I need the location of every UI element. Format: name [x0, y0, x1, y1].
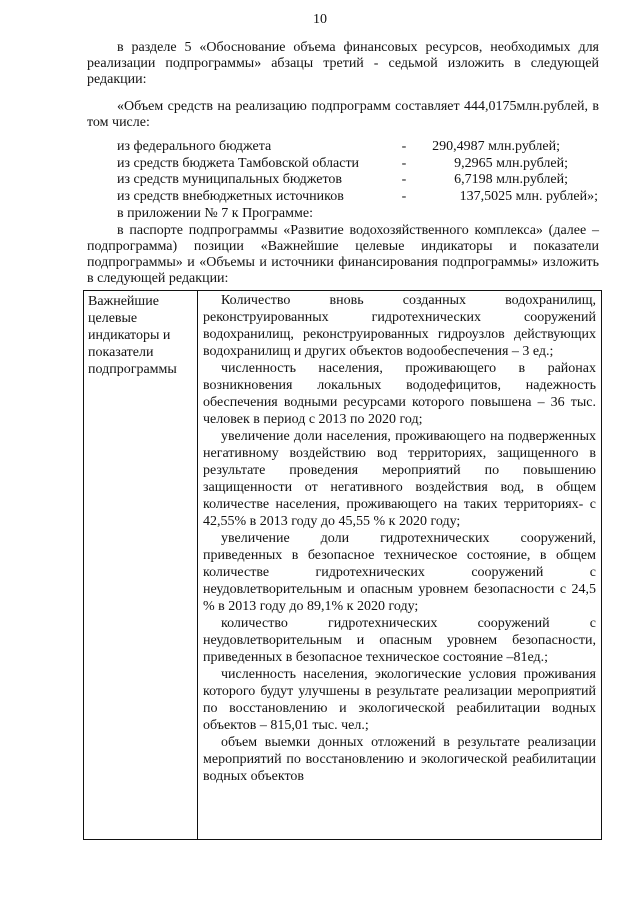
passport-table [83, 290, 602, 840]
page-number: 10 [313, 12, 327, 27]
funding-value-regional: 9,2965 млн.рублей; [454, 156, 568, 171]
funding-source-regional: из средств бюджета Тамбовской области [117, 156, 360, 171]
appendix-paragraph: в паспорте подпрограммы «Развитие водохозяйственного комплекса» (далее – подпрограмма) позиции «Важнейшие целевые индикаторы и показатели подпрограммы» и «Объемы и источники финансирования подпрограммы» изложить в следующей редакции: [87, 223, 599, 286]
intro-paragraph-2: «Объем средств на реализацию подпрограмм составляет 444,0175млн.рублей, в том числе: [87, 99, 599, 130]
funding-source-federal: из федерального бюджета [117, 139, 272, 154]
indicator-item: численность населения, проживающего в районах возникновения локальных вододефицитов, надежность обеспечения водными ресурсами которого повышена – 36 тыс. человек в период с 2013 по 2020 год; [203, 361, 596, 427]
funding-value-municipal: 6,7198 млн.рублей; [454, 172, 568, 187]
funding-value-extrabudgetary: 137,5025 млн. рублей»; [459, 189, 598, 204]
funding-source-municipal: из средств муниципальных бюджетов [117, 172, 342, 187]
indicators-heading: Важнейшие целевые индикаторы и показатели подпрограммы [88, 294, 177, 377]
table-right-cell [203, 292, 596, 785]
indicator-item: объем выемки донных отложений в результате реализации мероприятий по восстановлению и экологической реабилитации водных объектов [203, 735, 596, 784]
funding-value-federal: 290,4987 млн.рублей; [432, 139, 560, 154]
appendix-heading: в приложении № 7 к Программе: [117, 206, 313, 221]
indicator-item: увеличение доли гидротехнических сооружений, приведенных в безопасное техническое состояние, в общем количестве гидротехнических сооружений с неудовлетворительным и опасным уровнем безопасности с 24,5 % в 2013 году до 89,1% к 2020 году; [203, 531, 596, 614]
table-bottom-border [83, 839, 602, 840]
indicator-item: численность населения, экологические условия проживания которого будут улучшены в результате реализации мероприятий по восстановлению и экологической реабилитации водных объектов – 815,01 тыс. чел.; [203, 667, 596, 733]
indicator-item: увеличение доли населения, проживающего на подверженных негативному воздействию вод территориях, защищенного в результате проведения мероприятий по повышению защищенности от негативного воздействия вод, в общем количестве населения, проживающего на таких территориях- с 42,55% в 2013 году до 45,55 % к 2020 году; [203, 429, 596, 529]
funding-dash: - [401, 139, 407, 154]
column-divider [197, 291, 198, 840]
funding-source-extrabudgetary: из средств внебюджетных источников [117, 189, 344, 204]
table-left-cell [88, 293, 192, 378]
indicator-item: Количество вновь созданных водохранилищ, реконструированных гидротехнических сооружений водохранилищ, реконструированных гидроузлов действующих водохранилищ и других объектов водообеспечения – 3 ед.; [203, 293, 596, 359]
funding-dash: - [401, 172, 407, 187]
intro-paragraph-1: в разделе 5 «Обоснование объема финансовых ресурсов, необходимых для реализации подпрограммы» абзацы третий - седьмой изложить в следующей редакции: [87, 40, 599, 87]
funding-dash: - [401, 189, 407, 204]
indicator-item: количество гидротехнических сооружений с неудовлетворительным и опасным уровнем безопасности, приведенных в безопасное техническое состояние –81ед.; [203, 616, 596, 665]
funding-dash: - [401, 156, 407, 171]
